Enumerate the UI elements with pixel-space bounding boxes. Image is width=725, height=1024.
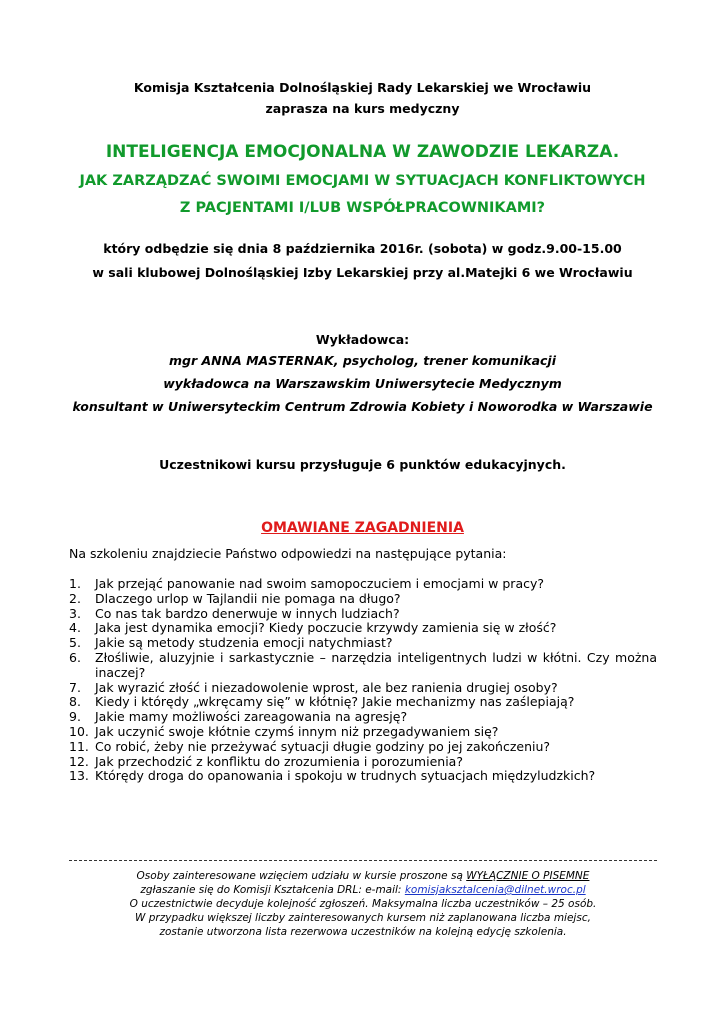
footer-line-2-text: zgłaszanie się do Komisji Kształcenia DRL: e-mail: <box>140 884 405 896</box>
topic-item <box>69 769 657 784</box>
footer-emphasis: WYŁĄCZNIE O PISEMNE <box>466 870 590 882</box>
topic-number: 9. <box>69 709 81 725</box>
topic-number: 2. <box>69 590 81 606</box>
lecturer-affiliation-2: konsultant w Uniwersyteckim Centrum Zdrowia Kobiety i Noworodka w Warszawie <box>72 399 653 414</box>
invitation-line: zaprasza na kurs medyczny <box>265 101 460 116</box>
event-location: w sali klubowej Dolnośląskiej Izby Lekarskiej przy al.Matejki 6 we Wrocławiu <box>92 265 633 280</box>
footer-line-2 <box>69 884 657 896</box>
footer-line-1-text: Osoby zainteresowane wzięciem udziału w kursie proszone są <box>136 870 467 882</box>
topic-number: 1. <box>69 576 81 591</box>
lecturer-name: mgr ANNA MASTERNAK, psycholog, trener komunikacji <box>169 353 556 368</box>
topic-item <box>69 755 657 770</box>
topic-number: 10. <box>69 723 89 739</box>
footer-line-5: zostanie utworzona lista rezerwowa uczestników na kolejną edycję szkolenia. <box>159 926 567 938</box>
topic-text: Złośliwie, aluzyjnie i sarkastycznie – narzędzia inteligentnych ludzi w kłótni. Czy można inaczej? <box>95 649 657 680</box>
topic-text: Jak wyrazić złość i niezadowolenie wprost, ale bez ranienia drugiej osoby? <box>95 679 558 695</box>
topic-item <box>69 725 657 740</box>
topic-item <box>69 740 657 755</box>
topic-number: 11. <box>69 738 89 754</box>
topic-text: Co robić, żeby nie przeżywać sytuacji długie godziny po jej zakończeniu? <box>95 738 551 754</box>
course-subtitle-line2: Z PACJENTAMI I/LUB WSPÓŁPRACOWNIKAMI? <box>179 200 546 216</box>
organizer-line: Komisja Kształcenia Dolnośląskiej Rady Lekarskiej we Wrocławiu <box>133 80 592 95</box>
topic-text: Jak uczynić swoje kłótnie czymś innym niż przegadywaniem się? <box>95 723 499 739</box>
topic-item <box>69 651 657 681</box>
topic-text: Jak przechodzić z konfliktu do zrozumienia i porozumienia? <box>95 753 463 769</box>
topics-heading-text: OMAWIANE ZAGADNIENIA <box>261 520 464 536</box>
topic-item <box>69 577 657 592</box>
topic-text: Jak przejąć panowanie nad swoim samopoczuciem i emocjami w pracy? <box>95 576 545 591</box>
topics-intro: Na szkoleniu znajdziecie Państwo odpowiedzi na następujące pytania: <box>69 546 507 561</box>
topics-list <box>69 577 657 784</box>
topics-heading <box>0 520 725 536</box>
topic-item <box>69 621 657 636</box>
topic-text: Dlaczego urlop w Tajlandii nie pomaga na długo? <box>95 590 401 606</box>
topic-text: Co nas tak bardzo denerwuje w innych ludziach? <box>95 605 400 621</box>
footer-line-3: O uczestnictwie decyduje kolejność zgłoszeń. Maksymalna liczba uczestników – 25 osób. <box>129 898 597 910</box>
course-subtitle-line1: JAK ZARZĄDZAĆ SWOIMI EMOCJAMI W SYTUACJACH KONFLIKTOWYCH <box>79 173 646 189</box>
topic-item <box>69 681 657 696</box>
footer-divider <box>69 860 657 861</box>
topic-item <box>69 607 657 622</box>
topic-number: 13. <box>69 768 89 784</box>
topic-item <box>69 636 657 651</box>
education-points: Uczestnikowi kursu przysługuje 6 punktów edukacyjnych. <box>159 457 566 472</box>
topic-text: Jaka jest dynamika emocji? Kiedy poczucie krzywdy zamienia się w złość? <box>95 620 557 636</box>
topic-item <box>69 710 657 725</box>
email-link[interactable]: komisjaksztalcenia@dilnet.wroc.pl <box>404 884 586 896</box>
event-date: który odbędzie się dnia 8 października 2016r. (sobota) w godz.9.00-15.00 <box>103 241 622 256</box>
topic-text: Kiedy i którędy „wkręcamy się” w kłótnię? Jakie mechanizmy nas zaślepiają? <box>95 694 575 710</box>
topic-number: 3. <box>69 605 81 621</box>
course-title: INTELIGENCJA EMOCJONALNA W ZAWODZIE LEKARZA. <box>105 142 620 162</box>
topic-item <box>69 695 657 710</box>
topic-text: Jakie są metody studzenia emocji natychmiast? <box>95 635 393 651</box>
topic-number: 5. <box>69 635 81 651</box>
topic-number: 12. <box>69 753 89 769</box>
topic-item <box>69 592 657 607</box>
topic-number: 8. <box>69 694 81 710</box>
topic-number: 7. <box>69 679 81 695</box>
topic-text: Którędy droga do opanowania i spokoju w trudnych sytuacjach międzyludzkich? <box>95 768 596 784</box>
lecturer-affiliation-1: wykładowca na Warszawskim Uniwersytecie Medycznym <box>163 376 562 391</box>
lecturer-label: Wykładowca: <box>315 332 410 347</box>
footer-line-4: W przypadku większej liczby zainteresowanych kursem niż zaplanowana liczba miejsc, <box>135 912 591 924</box>
topic-text: Jakie mamy możliwości zareagowania na agresję? <box>95 709 408 725</box>
topic-number: 6. <box>69 649 81 665</box>
footer-line-1 <box>69 870 657 882</box>
topic-number: 4. <box>69 620 81 636</box>
